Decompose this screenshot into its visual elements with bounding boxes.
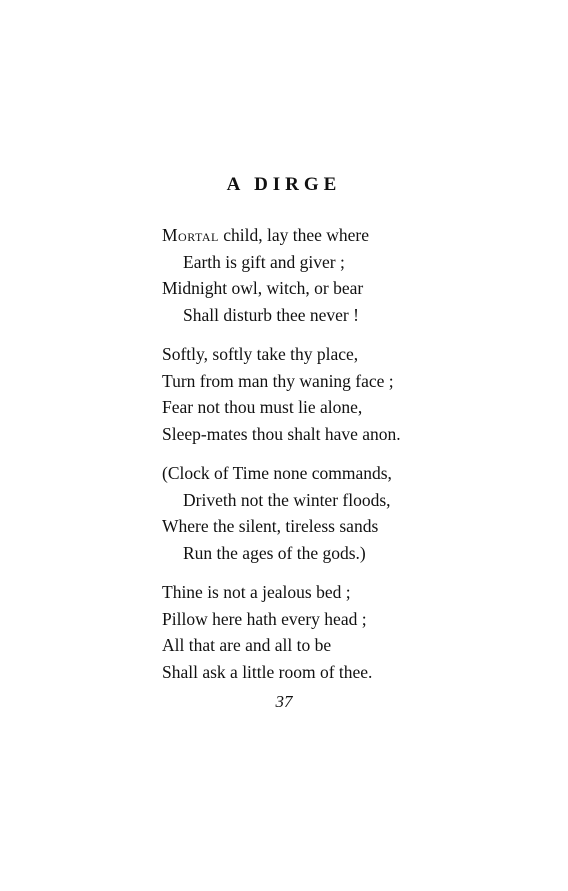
page-number: 37: [275, 692, 293, 711]
poem-line: Run the ages of the gods.): [183, 542, 366, 563]
line-text: child, lay thee where: [218, 225, 370, 245]
poem-line: All that are and all to be: [162, 635, 332, 655]
poem-line: Fear not thou must lie alone,: [162, 397, 363, 417]
poem-line: Shall ask a little room of thee.: [162, 661, 373, 682]
poem-line: Shall disturb thee never !: [183, 304, 359, 325]
stanza-2: [162, 341, 542, 447]
poem-line: Midnight owl, witch, or bear: [162, 278, 364, 298]
poem-line: Earth is gift and giver ;: [183, 251, 345, 272]
poem-line: Softly, softly take thy place,: [162, 344, 359, 364]
stanza-4: [162, 579, 542, 685]
poem-line: Turn from man thy waning face ;: [162, 370, 394, 391]
poem-line: Sleep-mates thou shalt have anon.: [162, 423, 401, 444]
small-caps-lead: Mortal: [162, 225, 219, 245]
poem-line: Driveth not the winter floods,: [183, 489, 391, 510]
poem-title: A DIRGE: [226, 174, 342, 195]
poem-line: Pillow here hath every head ;: [162, 608, 367, 629]
poem-body: [162, 222, 542, 698]
poem-line: Where the silent, tireless sands: [162, 516, 379, 536]
stanza-3: [162, 460, 542, 566]
poem-line: [162, 222, 542, 249]
poem-line: (Clock of Time none commands,: [162, 463, 392, 483]
poem-line: Thine is not a jealous bed ;: [162, 582, 351, 602]
stanza-1: [162, 222, 542, 328]
